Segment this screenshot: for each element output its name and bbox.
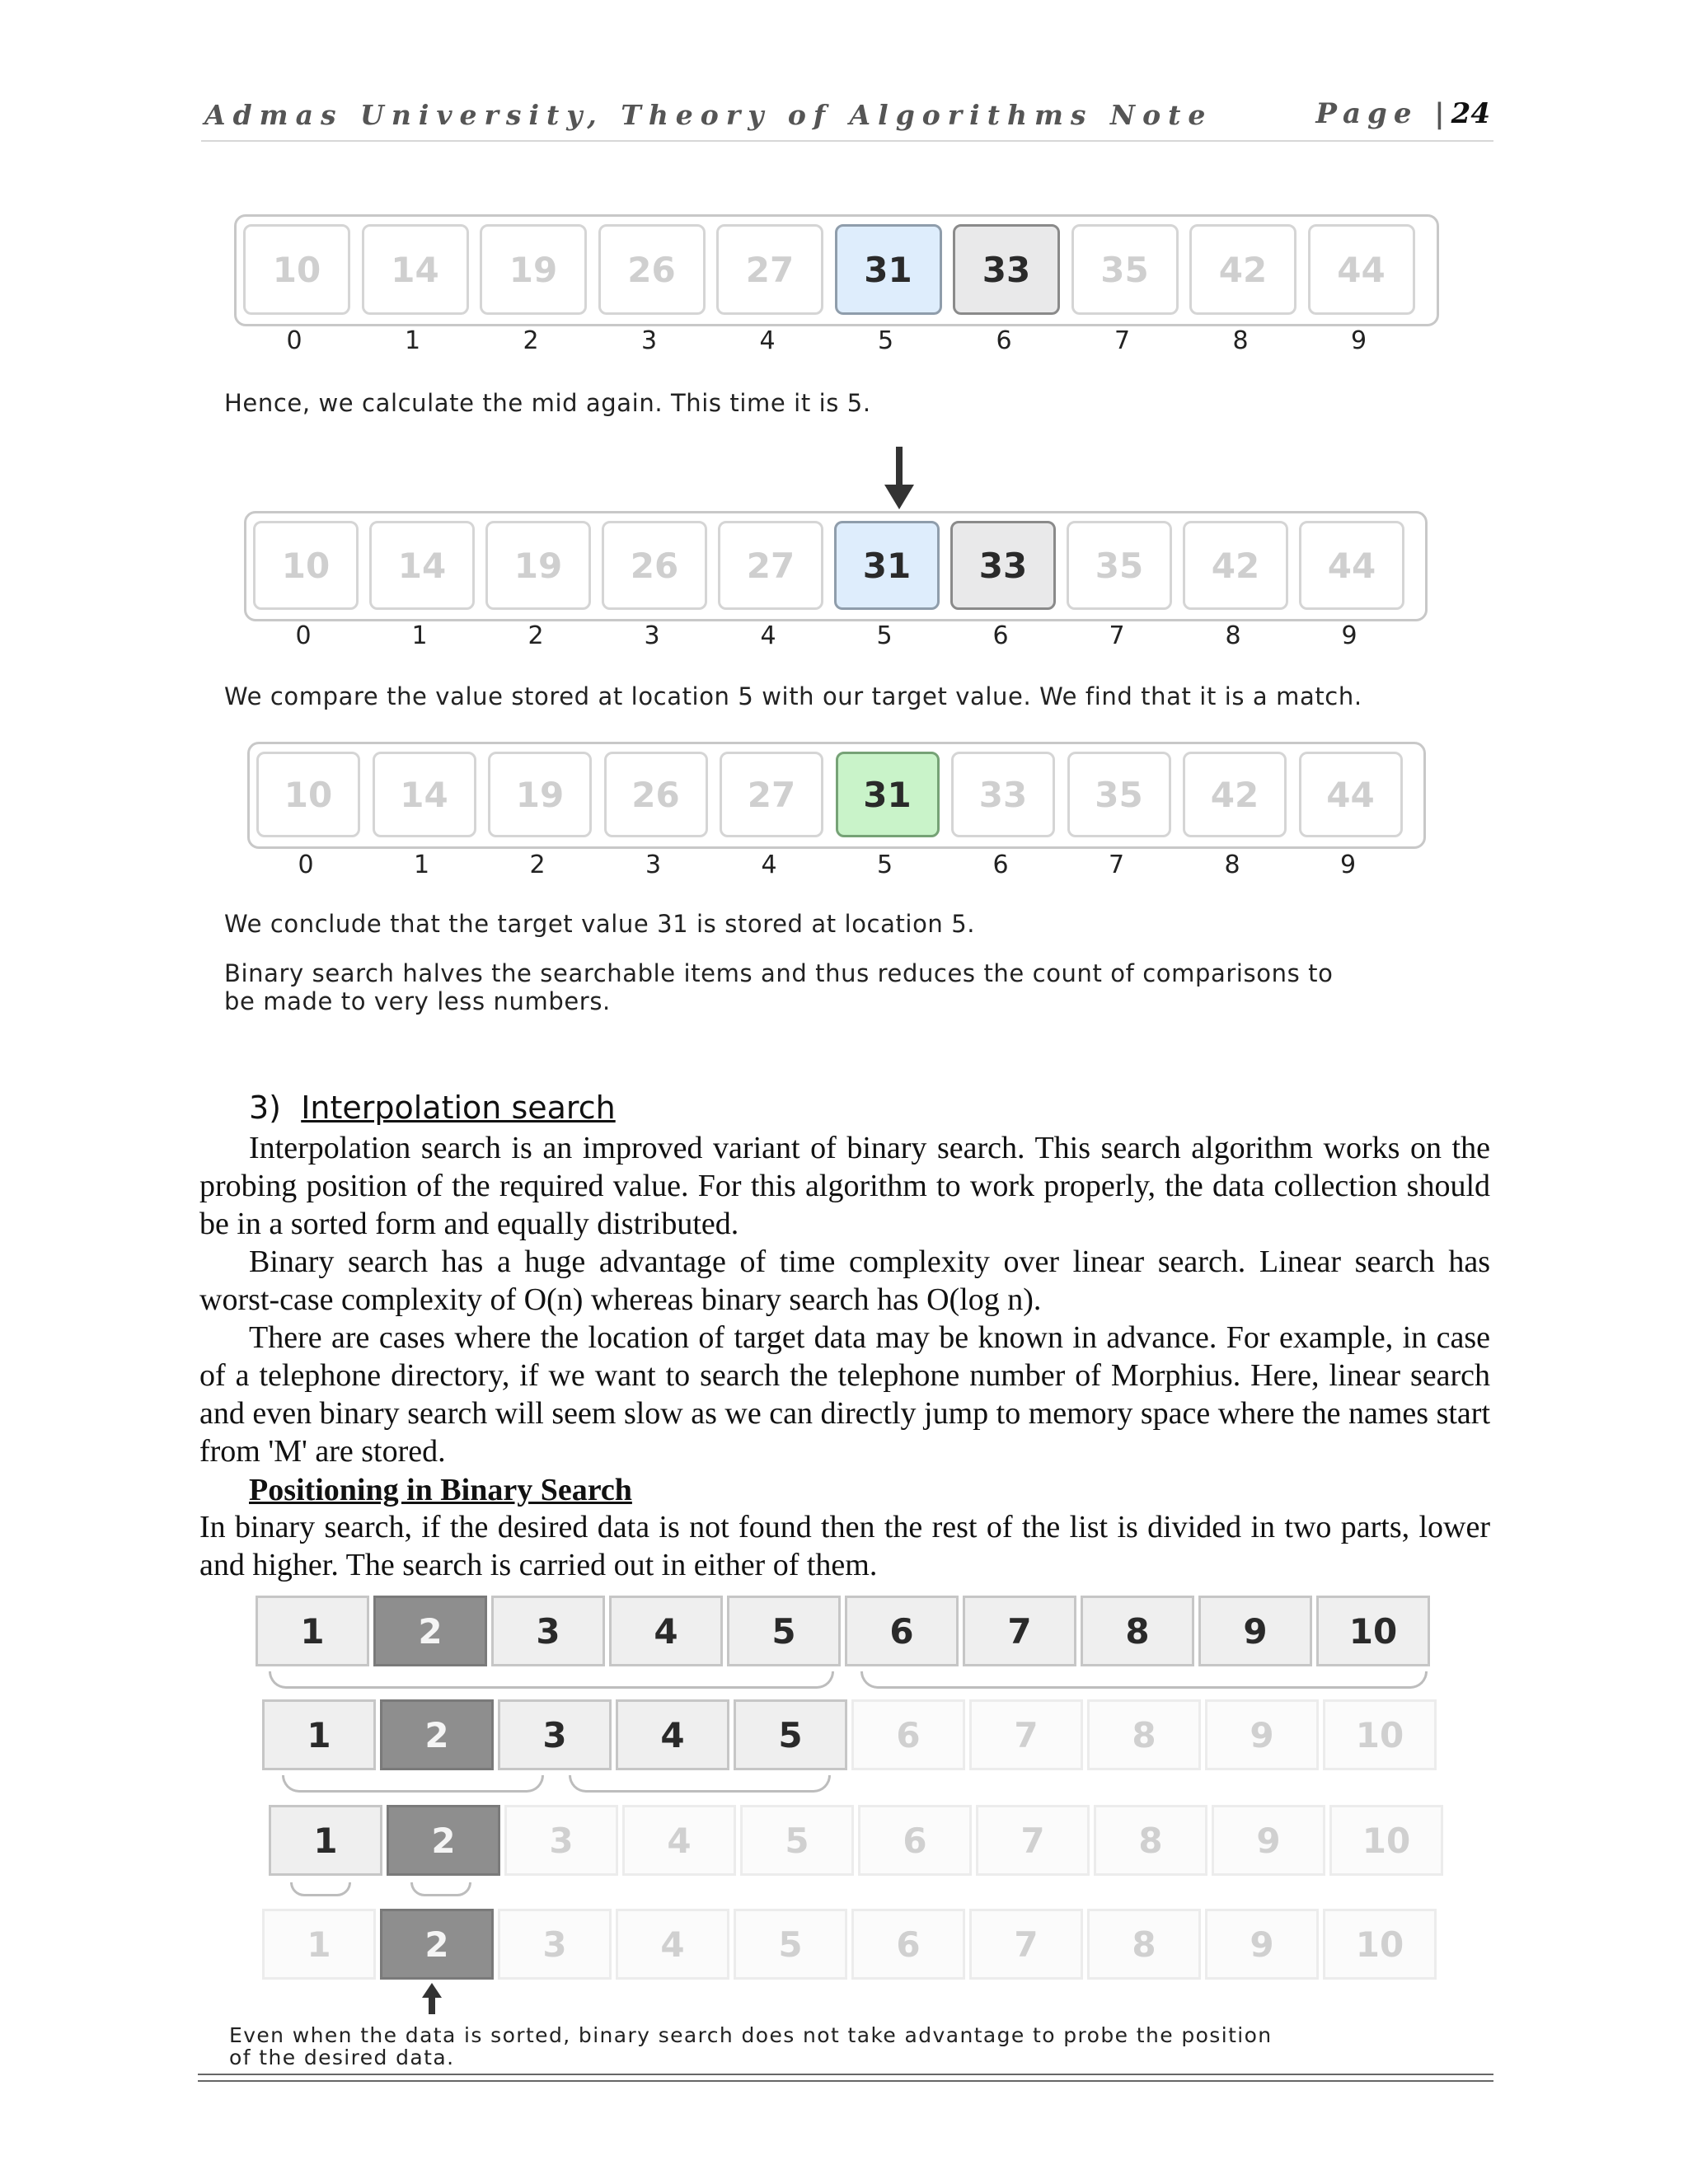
array-cell: 44 (1299, 521, 1404, 610)
partition-cell: 7 (969, 1909, 1083, 1980)
array-index-label: 2 (523, 326, 539, 355)
array-cell: 19 (480, 224, 587, 315)
partition-cell: 1 (269, 1805, 382, 1876)
array-cell: 14 (362, 224, 469, 315)
array-cell: 14 (373, 752, 476, 837)
array-cell: 33 (950, 521, 1056, 610)
paragraph-2: Binary search has a huge advantage of time complexity over linear search. Linear search has worst-case complexity of O(n) whereas binary search has O(log n). (199, 1244, 1490, 1317)
partition-cell: 6 (851, 1699, 965, 1770)
brace-upper-half (860, 1671, 1428, 1689)
array-cell: 33 (953, 224, 1060, 315)
partition-row (262, 1909, 1441, 1980)
partition-cell: 7 (963, 1596, 1076, 1666)
page-header (201, 97, 1493, 142)
partition-cell: 5 (734, 1699, 847, 1770)
array-cell: 33 (951, 752, 1055, 837)
array-index-label: 8 (1224, 851, 1240, 879)
array-cell: 10 (256, 752, 360, 837)
partition-cell: 1 (256, 1596, 369, 1666)
section-number: 3) (249, 1090, 282, 1126)
subheading-positioning: Positioning in Binary Search (249, 1473, 632, 1507)
array-index-label: 4 (759, 326, 776, 355)
partition-cell: 2 (373, 1596, 487, 1666)
header-page-label (1315, 97, 1490, 130)
partition-cell: 4 (609, 1596, 723, 1666)
caption-halves-line-1: Binary search halves the searchable items and thus reduces the count of comparisons to (224, 959, 1334, 987)
array-cell: 31 (835, 224, 942, 315)
array-index-label: 4 (760, 621, 776, 650)
array-index-label: 6 (992, 621, 1009, 650)
array-cell: 42 (1189, 224, 1296, 315)
array-cell: 35 (1067, 521, 1172, 610)
partition-cell: 8 (1094, 1805, 1207, 1876)
partition-row (262, 1699, 1441, 1770)
partition-cell: 4 (622, 1805, 736, 1876)
array-index-label: 9 (1341, 621, 1357, 650)
array-cell: 31 (836, 752, 940, 837)
section-title: Interpolation search (301, 1090, 616, 1126)
array-cell: 27 (718, 521, 823, 610)
array-cell: 10 (243, 224, 350, 315)
caption-mid-again: Hence, we calculate the mid again. This time it is 5. (224, 389, 871, 417)
header-title: Admas University, Theory of Algorithms Note (204, 99, 1213, 131)
array-cell: 27 (716, 224, 823, 315)
caption-conclude: We conclude that the target value 31 is stored at location 5. (224, 910, 976, 938)
array-index-label: 3 (640, 326, 658, 355)
array-index-label: 6 (996, 326, 1012, 355)
array-index-label: 1 (413, 851, 430, 879)
array-figure-1 (234, 214, 1439, 326)
array-index-label: 2 (528, 621, 544, 650)
brace-item-1 (290, 1882, 351, 1896)
partition-cell: 3 (504, 1805, 618, 1876)
partition-cell: 8 (1087, 1699, 1201, 1770)
partition-cell: 7 (976, 1805, 1090, 1876)
partition-cell: 5 (740, 1805, 854, 1876)
partition-cell: 3 (498, 1699, 612, 1770)
partition-cell: 6 (858, 1805, 972, 1876)
array-index-label: 0 (298, 851, 314, 879)
array-cell: 35 (1071, 224, 1179, 315)
paragraph-3: There are cases where the location of target data may be known in advance. For example, in case of a telephone directory, if we want to search the telephone number of Morphius. Here, linear search and even binary search will seem slow as we can directly jump to memory space where the names start from 'M' are stored. (199, 1320, 1490, 1469)
partition-cell: 10 (1329, 1805, 1443, 1876)
array-figure-3 (247, 742, 1426, 849)
brace-lower-half (269, 1671, 834, 1689)
array-index-label: 4 (761, 851, 777, 879)
array-cell: 35 (1067, 752, 1171, 837)
partition-cell: 9 (1205, 1909, 1319, 1980)
array-cell: 19 (485, 521, 591, 610)
partition-cell: 6 (845, 1596, 959, 1666)
page-prefix: Page | (1315, 97, 1451, 130)
caption-compare: We compare the value stored at location 5 with our target value. We find that it is a match. (224, 682, 1362, 710)
array-index-label: 1 (404, 326, 421, 355)
array-index-label: 9 (1350, 326, 1367, 355)
partition-cell: 6 (851, 1909, 965, 1980)
caption-sorted-line-1: Even when the data is sorted, binary search does not take advantage to probe the position (229, 2023, 1273, 2047)
partition-row (269, 1805, 1447, 1876)
partition-cell: 9 (1198, 1596, 1312, 1666)
array-index-label: 7 (1114, 326, 1131, 355)
array-index-label: 7 (1109, 621, 1125, 650)
array-index-label: 5 (877, 326, 894, 355)
array-index-label: 0 (286, 326, 302, 355)
brace-lower-quarter (282, 1775, 544, 1793)
footer-rule (198, 2074, 1493, 2082)
partition-cell: 5 (727, 1596, 841, 1666)
array-figure-2 (244, 511, 1428, 621)
paragraph-4: In binary search, if the desired data is not found then the rest of the list is divided in two parts, lower and higher. The search is carried out in either of them. (199, 1510, 1490, 1582)
array-cell: 44 (1299, 752, 1403, 837)
array-cell: 44 (1308, 224, 1415, 315)
array-index-label: 5 (876, 851, 893, 879)
page-number: 24 (1451, 97, 1490, 130)
partition-cell: 4 (616, 1909, 729, 1980)
array-index-label: 1 (411, 621, 428, 650)
array-cell: 42 (1183, 521, 1288, 610)
array-index-label: 5 (876, 621, 893, 650)
array-index-label: 6 (992, 851, 1009, 879)
array-cell: 10 (253, 521, 359, 610)
partition-cell: 10 (1323, 1699, 1437, 1770)
array-index-label: 7 (1108, 851, 1125, 879)
array-cell: 26 (604, 752, 708, 837)
array-index-label: 8 (1232, 326, 1249, 355)
up-arrow-icon (420, 1981, 443, 2014)
array-cell: 42 (1183, 752, 1287, 837)
array-cell: 14 (369, 521, 475, 610)
partition-cell: 2 (380, 1909, 494, 1980)
partition-cell: 9 (1212, 1805, 1325, 1876)
array-index-label: 3 (644, 621, 660, 650)
caption-sorted-line-2: of the desired data. (229, 2046, 455, 2069)
caption-sorted-data (229, 2024, 1482, 2069)
array-cell: 26 (602, 521, 707, 610)
down-arrow-icon (883, 447, 916, 511)
array-cell: 26 (598, 224, 706, 315)
partition-cell: 3 (491, 1596, 605, 1666)
partition-cell: 3 (498, 1909, 612, 1980)
caption-halves-line-2: be made to very less numbers. (224, 987, 611, 1015)
array-index-label: 9 (1339, 851, 1357, 879)
brace-item-2 (410, 1882, 471, 1896)
section-heading (249, 1090, 616, 1126)
brace-upper-quarter (569, 1775, 831, 1793)
array-index-label: 3 (645, 851, 662, 879)
array-index-label: 2 (529, 851, 546, 879)
partition-cell: 8 (1081, 1596, 1194, 1666)
partition-cell: 1 (262, 1699, 376, 1770)
array-cell: 27 (720, 752, 823, 837)
partition-cell: 5 (734, 1909, 847, 1980)
partition-cell: 7 (969, 1699, 1083, 1770)
partition-row (256, 1596, 1434, 1666)
paragraph-1: Interpolation search is an improved variant of binary search. This search algorithm works on the probing position of the required value. For this algorithm to work properly, the data collection should be in a sorted form and equally distributed. (199, 1131, 1490, 1241)
array-index-label: 0 (295, 621, 312, 650)
partition-cell: 2 (387, 1805, 500, 1876)
partition-cell: 10 (1316, 1596, 1430, 1666)
array-cell: 19 (488, 752, 592, 837)
partition-cell: 1 (262, 1909, 376, 1980)
partition-cell: 9 (1205, 1699, 1319, 1770)
partition-cell: 8 (1087, 1909, 1201, 1980)
partition-cell: 4 (616, 1699, 729, 1770)
partition-cell: 10 (1323, 1909, 1437, 1980)
partition-cell: 2 (380, 1699, 494, 1770)
array-cell: 31 (834, 521, 940, 610)
array-index-label: 8 (1225, 621, 1241, 650)
